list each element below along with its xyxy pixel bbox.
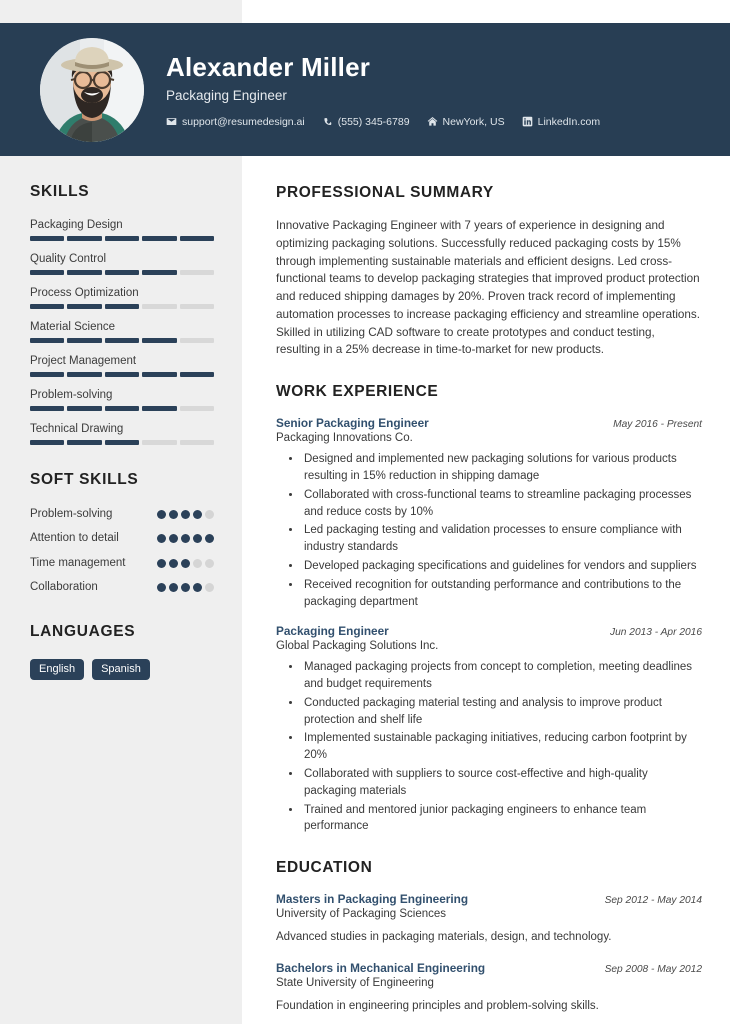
- professional-summary-section: [276, 184, 702, 359]
- soft-skills-section: [30, 471, 214, 595]
- education-degree[interactable]: Masters in Packaging Engineering: [276, 892, 469, 907]
- job-role: Packaging Engineer: [166, 87, 287, 103]
- summary-heading: PROFESSIONAL SUMMARY: [276, 184, 494, 201]
- header-text-block: [166, 51, 600, 128]
- skill-bar-segment: [30, 304, 64, 309]
- contact-list: [166, 116, 600, 128]
- envelope-icon: [166, 116, 177, 127]
- soft-skill-name: Collaboration: [30, 581, 98, 594]
- soft-skill-row: [30, 531, 214, 545]
- skill-row: [30, 253, 214, 275]
- skill-bar-segment: [142, 270, 176, 275]
- skill-bar-segment: [67, 338, 101, 343]
- skill-bar-segment: [105, 270, 139, 275]
- skill-bar-segment: [67, 406, 101, 411]
- rating-dot: [193, 583, 202, 592]
- skill-name: Material Science: [30, 321, 116, 333]
- skill-bar-segment: [67, 304, 101, 309]
- skill-row: [30, 321, 214, 343]
- rating-dot: [169, 510, 178, 519]
- skill-level-bar: [30, 372, 214, 377]
- experience-bullet: • Managed packaging projects from concept to completion, meeting deadlines and budget requirements: [302, 659, 702, 693]
- experience-job-title[interactable]: Packaging Engineer: [276, 624, 389, 639]
- experience-bullet: • Collaborated with suppliers to source cost-effective and high-quality packaging materials: [302, 766, 702, 800]
- education-list: [276, 892, 702, 1014]
- skill-bar-segment: [180, 304, 214, 309]
- contact-location-text: NewYork, US: [442, 115, 505, 128]
- resume-header: [0, 23, 730, 156]
- skill-bar-segment: [105, 304, 139, 309]
- experience-bullet: • Led packaging testing and validation processes to ensure compliance with industry standards: [302, 522, 702, 556]
- education-section: [276, 859, 702, 1014]
- skill-name: Problem-solving: [30, 389, 113, 401]
- skill-name: Quality Control: [30, 253, 107, 265]
- experience-bullet: • Conducted packaging material testing and analysis to improve product protection and shelf life: [302, 695, 702, 729]
- languages-heading: LANGUAGES: [30, 622, 136, 640]
- experience-bullet: • Implemented sustainable packaging initiatives, reducing carbon footprint by 20%: [302, 730, 702, 764]
- linkedin-icon: [522, 116, 533, 127]
- soft-skill-name: Time management: [30, 556, 126, 569]
- rating-dot: [181, 510, 190, 519]
- rating-dot: [193, 559, 202, 568]
- contact-email[interactable]: [166, 116, 305, 128]
- soft-skills-list: [30, 507, 214, 595]
- skill-name: Process Optimization: [30, 287, 139, 299]
- skill-bar-segment: [142, 440, 176, 445]
- skill-bar-segment: [180, 406, 214, 411]
- contact-linkedin[interactable]: [522, 116, 600, 128]
- soft-skill-name: Problem-solving: [30, 508, 113, 520]
- experience-heading: WORK EXPERIENCE: [276, 383, 439, 401]
- skill-bar-segment: [30, 338, 64, 343]
- skill-bar-segment: [142, 338, 176, 343]
- summary-text: Innovative Packaging Engineer with 7 years of experience in designing and optimizing packaging solutions. Successfully reduced packaging costs by 15% through implementing sustainable materials and efficient designs. Led cross-functional teams to develop packaging strategies that improved product protection and reduced shipping damages by 20%. Proven track record of implementing automation processes to increase packaging efficiency and streamline operations. Skilled in utilizing CAD software to create prototypes and conduct testing, resulting in a 25% decrease in time-to-market for new products.: [276, 219, 701, 357]
- rating-dot: [205, 510, 214, 519]
- contact-phone[interactable]: [322, 116, 410, 128]
- skill-bar-segment: [105, 440, 139, 445]
- skill-bar-segment: [30, 406, 64, 411]
- experience-job-title[interactable]: Senior Packaging Engineer: [276, 416, 429, 431]
- skill-bar-segment: [142, 304, 176, 309]
- main-content: [242, 156, 730, 1029]
- soft-skill-rating: [157, 556, 214, 568]
- rating-dot: [205, 559, 214, 568]
- skill-level-bar: [30, 338, 214, 343]
- skill-bar-segment: [180, 338, 214, 343]
- skill-bar-segment: [67, 270, 101, 275]
- rating-dot: [205, 534, 214, 543]
- skill-bar-segment: [142, 372, 176, 377]
- rating-dot: [181, 559, 190, 568]
- experience-company: Packaging Innovations Co.: [276, 432, 413, 445]
- education-school: University of Packaging Sciences: [276, 908, 447, 921]
- soft-skill-name: Attention to detail: [30, 532, 119, 545]
- experience-company: Global Packaging Solutions Inc.: [276, 640, 439, 653]
- rating-dot: [181, 534, 190, 543]
- full-name: Alexander Miller: [166, 52, 371, 83]
- soft-skill-rating: [157, 580, 214, 592]
- home-icon: [427, 116, 438, 127]
- avatar: [40, 38, 144, 142]
- rating-dot: [157, 510, 166, 519]
- skill-bar-segment: [105, 338, 139, 343]
- skill-bar-segment: [142, 236, 176, 241]
- skill-bar-segment: [180, 236, 214, 241]
- experience-entry-header: [276, 624, 702, 638]
- skill-name: Project Management: [30, 355, 137, 367]
- education-entry: [276, 961, 702, 1015]
- experience-bullet: • Collaborated with cross-functional teams to streamline packaging processes and reduce costs by 10%: [302, 487, 702, 521]
- skill-level-bar: [30, 236, 214, 241]
- skills-list: [30, 219, 214, 445]
- education-date-range: Sep 2012 - May 2014: [604, 895, 702, 907]
- rating-dot: [169, 583, 178, 592]
- skill-row: [30, 287, 214, 309]
- experience-bullet: • Trained and mentored junior packaging engineers to enhance team performance: [302, 802, 702, 836]
- skill-level-bar: [30, 270, 214, 275]
- skill-bar-segment: [180, 372, 214, 377]
- experience-bullet: • Developed packaging specifications and guidelines for vendors and suppliers: [302, 558, 702, 575]
- rating-dot: [157, 534, 166, 543]
- soft-skill-row: [30, 580, 214, 594]
- experience-entry: [276, 416, 702, 610]
- soft-skill-row: [30, 507, 214, 521]
- experience-bullet: • Received recognition for outstanding performance and contributions to the packaging department: [302, 577, 702, 611]
- rating-dot: [169, 534, 178, 543]
- education-description: Foundation in engineering principles and problem-solving skills.: [276, 999, 599, 1012]
- rating-dot: [205, 583, 214, 592]
- skill-level-bar: [30, 406, 214, 411]
- skill-level-bar: [30, 304, 214, 309]
- experience-date-range: Jun 2013 - Apr 2016: [610, 627, 702, 639]
- education-degree[interactable]: Bachelors in Mechanical Engineering: [276, 960, 486, 975]
- language-tag[interactable]: Spanish: [92, 659, 150, 680]
- experience-bullet-list: [292, 451, 702, 610]
- soft-skill-rating: [157, 531, 214, 543]
- rating-dot: [157, 559, 166, 568]
- rating-dot: [157, 583, 166, 592]
- contact-location[interactable]: [427, 116, 505, 128]
- skill-level-bar: [30, 440, 214, 445]
- skill-bar-segment: [142, 406, 176, 411]
- skill-name: Technical Drawing: [30, 423, 124, 435]
- education-entry-header: [276, 892, 702, 906]
- language-tag[interactable]: English: [30, 659, 84, 680]
- education-heading: EDUCATION: [276, 859, 373, 877]
- skill-row: [30, 423, 214, 445]
- skill-bar-segment: [105, 372, 139, 377]
- skill-bar-segment: [30, 270, 64, 275]
- experience-entry-header: [276, 416, 702, 430]
- skill-row: [30, 389, 214, 411]
- skill-bar-segment: [105, 236, 139, 241]
- skill-bar-segment: [30, 372, 64, 377]
- skill-bar-segment: [180, 440, 214, 445]
- experience-date-range: May 2016 - Present: [613, 419, 702, 431]
- education-entry-header: [276, 961, 702, 975]
- experience-bullet-list: [292, 659, 702, 835]
- skill-bar-segment: [180, 270, 214, 275]
- skills-heading: SKILLS: [30, 183, 90, 200]
- experience-entry: [276, 624, 702, 835]
- phone-icon: [322, 116, 333, 127]
- work-experience-section: [276, 383, 702, 835]
- contact-linkedin-text: LinkedIn.com: [537, 115, 601, 128]
- experience-bullet: • Designed and implemented new packaging solutions for various products resulting in 15% reduction in shipping damage: [302, 451, 702, 485]
- education-school: State University of Engineering: [276, 976, 434, 989]
- soft-skill-row: [30, 556, 214, 570]
- rating-dot: [169, 559, 178, 568]
- education-date-range: Sep 2008 - May 2012: [604, 963, 702, 975]
- skill-bar-segment: [30, 236, 64, 241]
- rating-dot: [193, 534, 202, 543]
- skill-name: Packaging Design: [30, 219, 123, 231]
- skill-bar-segment: [67, 372, 101, 377]
- experience-list: [276, 416, 702, 835]
- language-tag-list: [30, 659, 214, 680]
- skill-row: [30, 219, 214, 241]
- soft-skill-rating: [157, 507, 214, 519]
- rating-dot: [181, 583, 190, 592]
- soft-skills-heading: SOFT SKILLS: [30, 471, 139, 488]
- education-entry: [276, 892, 702, 946]
- skill-bar-segment: [67, 236, 101, 241]
- rating-dot: [193, 510, 202, 519]
- languages-section: [30, 623, 214, 680]
- skill-row: [30, 355, 214, 377]
- sidebar: [0, 156, 242, 680]
- skill-bar-segment: [67, 440, 101, 445]
- contact-phone-text: (555) 345-6789: [337, 115, 410, 128]
- contact-email-text: support@resumedesign.ai: [182, 115, 305, 128]
- skill-bar-segment: [30, 440, 64, 445]
- education-description: Advanced studies in packaging materials, design, and technology.: [276, 931, 612, 944]
- skill-bar-segment: [105, 406, 139, 411]
